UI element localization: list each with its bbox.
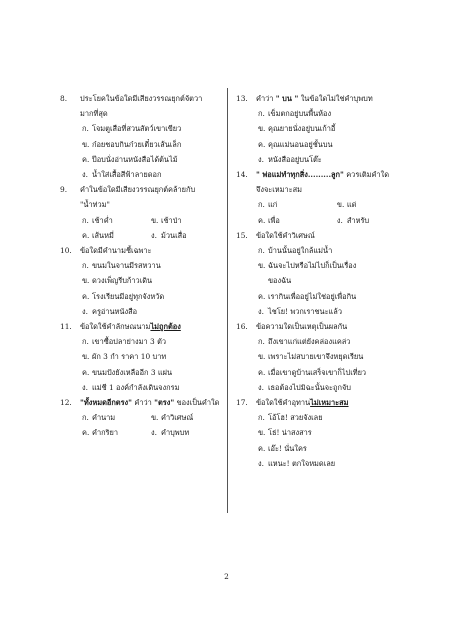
option-a[interactable]: ก. เข็มตกอยู่บนพื้นห้อง — [258, 109, 332, 119]
question-number: 12. — [60, 398, 72, 408]
option-row — [236, 213, 406, 228]
option-row — [60, 228, 220, 243]
option-b[interactable]: ข. เพราะไม่สบายเขาจึงหยุดเรียน — [258, 352, 364, 362]
question-10 — [60, 243, 220, 319]
question-stem: ข้อใดใช้คำอุทานไม่เหมาะสม — [256, 398, 349, 408]
option-c[interactable]: ค. เมื่อเขาดูบ้านเสร็จเขาก็ไปเที่ยว — [258, 367, 367, 377]
page-number: 2 — [224, 572, 229, 581]
question-stem: คำว่า " บน " ในข้อใดไม่ใช่คำบุพบท — [256, 94, 373, 103]
option-d[interactable]: ง. สำหรับ — [336, 215, 370, 225]
option-c[interactable]: ค. เรากินเพื่ออยู่ไม่ใช่อยู่เพื่อกิน — [258, 291, 357, 301]
option-c[interactable]: ค. เอ๊ะ! นั่นใคร — [258, 443, 307, 453]
question-11 — [60, 319, 220, 395]
option-row — [60, 410, 220, 425]
emphasis-text: ไม่เหมาะสม — [310, 398, 349, 408]
option-d[interactable]: ง. แหนะ! ตกใจหมดเลย — [258, 458, 336, 468]
option-c[interactable]: ค. คำกริยา — [82, 428, 119, 438]
option-d[interactable]: ง. ไชโย! พวกเราชนะแล้ว — [258, 306, 342, 316]
emphasis-text: "ตรง" — [154, 398, 175, 408]
question-16 — [236, 319, 406, 395]
option-a[interactable]: ก. โจมตูเสือที่สวนสัตว์เขาเขียว — [82, 124, 182, 134]
option-c[interactable]: ค. ขนมปังยังเหลืออีก 3 แผ่น — [82, 367, 173, 377]
question-number: 9. — [60, 185, 68, 195]
option-b[interactable]: ข. ดวงเพ็ญรีบก้าวเดิน — [82, 276, 153, 286]
emphasis-text: " บน " — [275, 94, 299, 103]
question-14 — [236, 167, 406, 228]
question-stem: ข้อความใดเป็นเหตุเป็นผลกัน — [256, 322, 348, 332]
option-d[interactable]: ง. เธอต้องไปมิฉะนั้นจะถูกจับ — [258, 382, 351, 392]
option-b[interactable]: ข. ฉันจะไปหรือไม่ไปก็เป็นเรื่อง ของฉัน — [258, 261, 357, 286]
question-stem: "ทั้งหมดอีกตรง" คำว่า "ตรง" ของเป็นคำใด — [80, 398, 220, 408]
option-row — [60, 425, 220, 440]
question-number: 17. — [236, 398, 248, 408]
option-d[interactable]: ง. ครูอ่านหนังสือ — [82, 306, 138, 316]
option-c[interactable]: ค. เส้นหมี่ — [82, 230, 114, 240]
option-a[interactable]: ก. เช้าค่ำ — [82, 215, 113, 225]
option-b[interactable]: ข. โธ่! น่าสงสาร — [258, 428, 312, 438]
option-d[interactable]: ง. ม้วนเสื่อ — [151, 230, 187, 240]
question-stem: ข้อใดใช้คำลักษณนามไม่ถูกต้อง — [80, 322, 181, 332]
option-row — [236, 197, 406, 212]
question-stem: " พ่อแม่ทำทุกสิ่ง.........ลูก" ควรเติมคำใด จึงจะเหมาะสม — [256, 170, 389, 195]
option-b[interactable]: ข. คำวิเศษณ์ — [151, 413, 194, 423]
question-number: 16. — [236, 322, 248, 332]
right-column — [236, 91, 406, 471]
option-b[interactable]: ข. ก๋อยชอบกินก๋วยเตี๋ยวเส้นเล็ก — [82, 139, 182, 149]
question-stem: ข้อใดมีคำนามชี้เฉพาะ — [80, 246, 152, 256]
option-c[interactable]: ค. เพื่อ — [258, 215, 280, 225]
question-number: 11. — [60, 322, 72, 332]
emphasis-text: ไม่ถูกต้อง — [150, 322, 181, 332]
emphasis-text: " พ่อแม่ทำทุกสิ่ง.........ลูก" — [256, 170, 344, 180]
question-stem: คำในข้อใดมีเสียงวรรณยุกต์คล้ายกับ "น้ำท่วม" — [80, 185, 196, 210]
left-column — [60, 91, 220, 441]
question-number: 8. — [60, 94, 68, 103]
option-b[interactable]: ข. คุณยายนั่งอยู่บนเก้าอี้ — [258, 124, 336, 134]
question-number: 10. — [60, 246, 72, 256]
question-13 — [236, 91, 406, 167]
option-a[interactable]: ก. แก่ — [258, 200, 278, 210]
question-9 — [60, 182, 220, 243]
option-a[interactable]: ก. คำนาม — [82, 413, 116, 423]
option-a[interactable]: ก. เขาซื้อปลาย่างมา 3 ตัว — [82, 337, 167, 347]
question-number: 14. — [236, 170, 248, 180]
option-b[interactable]: ข. ผัก 3 กำ ราคา 10 บาท — [82, 352, 167, 362]
option-a[interactable]: ก. บ้านนั้นอยู่ใกล้แม่น้ำ — [258, 246, 333, 256]
question-12 — [60, 395, 220, 441]
question-stem: ประโยคในข้อใดมีเสียงวรรณยุกต์จัตวา มากที่สุด — [80, 94, 203, 119]
question-8 — [60, 91, 220, 182]
option-c[interactable]: ค. โรงเรียนมีอยู่ทุกจังหวัด — [82, 291, 165, 301]
option-d[interactable]: ง. คำบุพบท — [151, 428, 190, 438]
question-number: 13. — [236, 94, 248, 103]
option-row — [60, 213, 220, 228]
emphasis-text: "ทั้งหมดอีกตรง" — [80, 398, 133, 408]
option-b[interactable]: ข. แด่ — [336, 200, 357, 210]
question-stem: ข้อใดใช้คำวิเศษณ์ — [256, 230, 315, 240]
option-a[interactable]: ก. ถึงเขาแก่แต่ยังคล่องแคล่ว — [258, 337, 351, 347]
option-d[interactable]: ง. น้ำใส่เสื้อสีฟ้าลายดอก — [82, 170, 162, 180]
option-c[interactable]: ค. ป๊อบนั่งอ่านหนังสือได้ต้นไม้ — [82, 154, 178, 164]
option-a[interactable]: ก. โอ้โฮ! สวยจังเลย — [258, 413, 323, 423]
option-b[interactable]: ข. เช้าป่า — [151, 215, 182, 225]
option-d[interactable]: ง. หนังสืออยู่บนโต๊ะ — [258, 154, 322, 164]
question-number: 15. — [236, 230, 248, 240]
option-c[interactable]: ค. คุณแม่นอนอยู่ชั้นบน — [258, 139, 333, 149]
option-d[interactable]: ง. แม่ชี 1 องค์กำลังเดินจงกรม — [82, 382, 180, 392]
column-divider — [227, 88, 228, 513]
question-17 — [236, 395, 406, 471]
question-15 — [236, 228, 406, 319]
option-a[interactable]: ก. ขนมในจานมีรสหวาน — [82, 261, 161, 271]
